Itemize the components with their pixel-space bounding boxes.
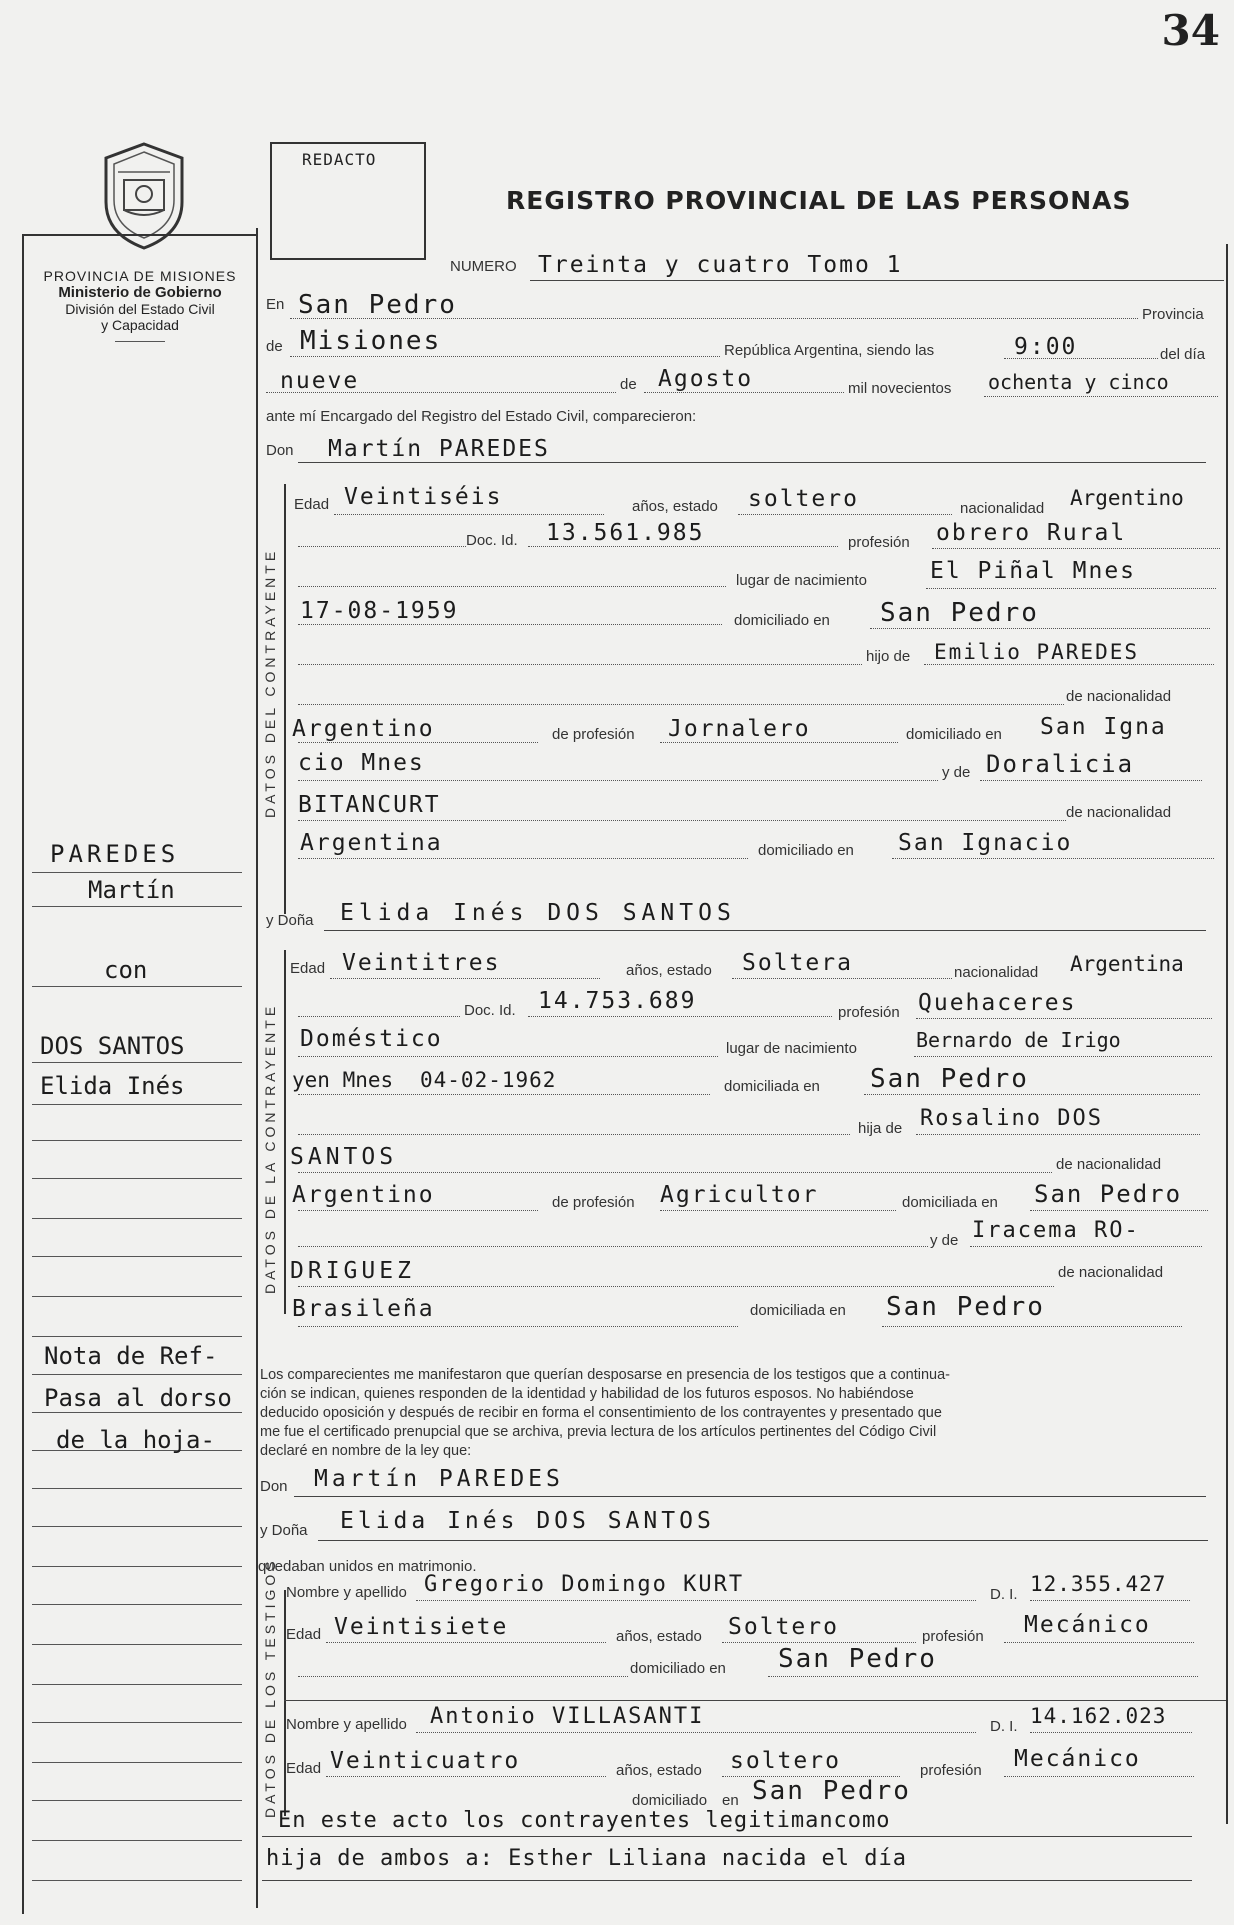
f-madre-domicilio: San Pedro (886, 1292, 1045, 1322)
edad-label: Edad (294, 496, 330, 513)
t1-domicilio: San Pedro (778, 1644, 937, 1674)
y-de-label: y de (942, 764, 971, 781)
padre-domicilio-1: San Igna (1040, 714, 1167, 740)
t1-di: 12.355.427 (1030, 1572, 1167, 1596)
f-doc: 14.753.689 (538, 988, 697, 1014)
contrayente-lugar-nacimiento: El Piñal Mnes (930, 558, 1137, 584)
madre-nacionalidad-label: de nacionalidad (1066, 804, 1172, 821)
de-label: de (266, 338, 283, 355)
f-padre-nacionalidad: Argentino (292, 1182, 435, 1208)
f-madre-1: Iracema RO- (972, 1218, 1140, 1243)
quedaban-label: quedaban unidos en matrimonio. (258, 1558, 477, 1575)
t2-di: 14.162.023 (1030, 1704, 1167, 1728)
madre-nacionalidad: Argentina (300, 830, 443, 856)
f-madre-domiciliada-label: domiciliada en (750, 1302, 846, 1319)
acta-provincia: Misiones (300, 326, 442, 356)
nota-final-1: En este acto los contrayentes legitimancomo (278, 1808, 891, 1833)
ministry-label: Ministerio de Gobierno (58, 284, 222, 301)
t2-estado: soltero (730, 1748, 841, 1774)
provincia-label: Provincia (1142, 306, 1204, 323)
don-label: Don (266, 442, 294, 459)
hija-de-label: hija de (858, 1120, 903, 1137)
f-nacionalidad-label: nacionalidad (954, 964, 1039, 981)
t2-profesion-label: profesión (920, 1762, 982, 1779)
t1-profesion: Mecánico (1024, 1612, 1151, 1638)
padre-domicilio-2: cio Mnes (298, 750, 425, 776)
f-nacionalidad: Argentina (1070, 952, 1184, 976)
acta-numero: Treinta y cuatro Tomo 1 (538, 252, 903, 278)
redacto-stamp (270, 142, 426, 260)
comparecientes-text-5: declaré en nombre de la ley que: (260, 1443, 472, 1459)
page-title: REGISTRO PROVINCIAL DE LAS PERSONAS (506, 186, 1132, 215)
de-nacionalidad-label: de nacionalidad (1066, 688, 1172, 705)
f-domicilio: San Pedro (870, 1064, 1029, 1094)
profesion-label: profesión (848, 534, 910, 551)
t2-di-label: D. I. (990, 1718, 1018, 1735)
f-padre-domicilio: San Pedro (1034, 1180, 1183, 1208)
margin-nota-1: Nota de Ref- (44, 1342, 218, 1370)
capacity-label: y Capacidad (101, 317, 179, 333)
padre-nacionalidad: Argentino (292, 716, 435, 742)
f-de-profesion-label: de profesión (552, 1194, 635, 1211)
nacionalidad-label: nacionalidad (960, 500, 1045, 517)
nota-final-2: hija de ambos a: Esther Liliana nacida el día (266, 1846, 908, 1871)
t1-edad: Veintisiete (334, 1614, 509, 1640)
t1-anos-estado-label: años, estado (616, 1628, 702, 1645)
t1-di-label: D. I. (990, 1586, 1018, 1603)
acta-dia: nueve (280, 368, 360, 394)
contrayente-domicilio: San Pedro (880, 598, 1039, 628)
padre-domiciliado-label: domiciliado en (906, 726, 1002, 743)
padre-nombre: Emilio PAREDES (934, 640, 1140, 664)
f-doc-id-label: Doc. Id. (464, 1002, 516, 1019)
contrayente-profesion: obrero Rural (936, 520, 1127, 546)
margin-con: con (104, 956, 148, 984)
y-dona-label: y Doña (266, 912, 314, 929)
doc-id-label: Doc. Id. (466, 532, 518, 549)
madre-nombre-2: BITANCURT (298, 792, 441, 818)
margin-nota-2: Pasa al dorso (44, 1384, 232, 1412)
f-madre-2: DRIGUEZ (290, 1258, 415, 1284)
t2-anos-estado-label: años, estado (616, 1762, 702, 1779)
f-padre-1: Rosalino DOS (920, 1106, 1103, 1131)
t1-edad-label: Edad (286, 1626, 322, 1643)
del-dia-label: del día (1160, 346, 1206, 363)
en-label: En (266, 296, 285, 313)
f-anos-estado-label: años, estado (626, 962, 712, 979)
contrayente-nacionalidad: Argentino (1070, 486, 1184, 510)
comparecientes-text-4: me fue el certificado prenupcial que se archiva, previa lectura de los artículos pertinentes del Código Civil (260, 1424, 937, 1440)
margin-name: Martín (88, 876, 175, 904)
f-padre-2: SANTOS (290, 1144, 398, 1170)
t2-nombre: Antonio VILLASANTI (430, 1704, 705, 1729)
province-label: PROVINCIA DE MISIONES (43, 268, 237, 284)
acta-hora: 9:00 (1014, 334, 1078, 360)
t2-edad-label: Edad (286, 1760, 322, 1777)
margin-name2: Elida Inés (40, 1072, 185, 1100)
ante-mi-label: ante mí Encargado del Registro del Estado Civil, comparecieron: (266, 408, 697, 425)
page-number: 34 (1161, 6, 1220, 55)
republica-label: República Argentina, siendo las (724, 342, 935, 359)
decl-don: Martín PAREDES (314, 1466, 564, 1492)
contrayente-edad: Veintiséis (344, 484, 503, 510)
madre-domicilio: San Ignacio (898, 830, 1073, 856)
f-edad: Veintitres (342, 950, 501, 976)
f-padre-domiciliada-label: domiciliada en (902, 1194, 998, 1211)
f-domiciliada-en-label: domiciliada en (724, 1078, 820, 1095)
margin-surname2: DOS SANTOS (40, 1032, 185, 1060)
de-mes-label: de (620, 376, 637, 393)
f-profesion-2: Doméstico (300, 1026, 443, 1052)
comparecientes-text-2: ción se indican, quienes responden de la identidad y habilidad de los futuros esposos. No habiéndose (260, 1386, 914, 1402)
comparecientes-text-1: Los comparecientes me manifestaron que querían desposarse en presencia de los testigos que a continua- (260, 1367, 950, 1383)
division-label: División del Estado Civil (65, 301, 215, 317)
decl-dona: Elida Inés DOS SANTOS (340, 1508, 715, 1534)
mil-novecientos-label: mil novecientos (848, 380, 952, 397)
f-madre-nacionalidad: Brasileña (292, 1296, 435, 1322)
madre-nombre-1: Doralicia (986, 750, 1135, 778)
f-y-de-label: y de (930, 1232, 959, 1249)
numero-label: NUMERO (450, 258, 517, 275)
t1-nombre-label: Nombre y apellido (286, 1584, 407, 1601)
comparecientes-text-3: deducido oposición y después de recibir en forma el consentimiento de los contrayentes y presentado que (260, 1405, 942, 1421)
decl-dona-label: y Doña (260, 1522, 308, 1539)
f-lugar-nacimiento-2: yen Mnes (292, 1068, 394, 1092)
contrayente-f-nombre: Elida Inés DOS SANTOS (340, 900, 736, 926)
padre-profesion: Jornalero (668, 716, 811, 742)
section-label-la-contrayente: DATOS DE LA CONTRAYENTE (262, 1002, 278, 1294)
f-profesion-1: Quehaceres (918, 990, 1077, 1016)
lugar-nacimiento-label: lugar de nacimiento (736, 572, 867, 589)
t1-nombre: Gregorio Domingo KURT (424, 1572, 745, 1597)
hijo-de-label: hijo de (866, 648, 911, 665)
contrayente-estado: soltero (748, 486, 859, 512)
de-profesion-label: de profesión (552, 726, 635, 743)
acta-lugar: San Pedro (298, 290, 457, 320)
f-profesion-label: profesión (838, 1004, 900, 1021)
madre-domiciliado-label: domiciliado en (758, 842, 854, 859)
f-lugar-nacimiento-label: lugar de nacimiento (726, 1040, 857, 1057)
acta-mes: Agosto (658, 366, 754, 392)
section-label-testigos: DATOS DE LOS TESTIGOS (262, 1557, 278, 1818)
f-madre-nacionalidad-label: de nacionalidad (1058, 1264, 1164, 1281)
f-lugar-nacimiento-1: Bernardo de Irigo (916, 1028, 1121, 1052)
section-label-contrayente: DATOS DEL CONTRAYENTE (262, 547, 278, 818)
t2-domicilio: San Pedro (752, 1776, 911, 1806)
t1-profesion-label: profesión (922, 1628, 984, 1645)
f-estado: Soltera (742, 950, 853, 976)
t1-domiciliado-label: domiciliado en (630, 1660, 726, 1677)
redacto-label: REDACTO (302, 150, 377, 169)
t2-edad: Veinticuatro (330, 1748, 521, 1774)
t1-estado: Soltero (728, 1614, 839, 1640)
f-edad-label: Edad (290, 960, 326, 977)
t2-domiciliado-label: domiciliado (632, 1792, 708, 1809)
f-fecha-nacimiento: 04-02-1962 (420, 1068, 557, 1092)
f-padre-profesion: Agricultor (660, 1182, 819, 1208)
contrayente-fecha-nacimiento: 17-08-1959 (300, 598, 459, 624)
anos-estado-label: años, estado (632, 498, 718, 515)
f-padre-nacionalidad-label: de nacionalidad (1056, 1156, 1162, 1173)
margin-surname: PAREDES (50, 840, 180, 868)
contrayente-nombre: Martín PAREDES (328, 436, 550, 462)
domiciliado-en-label: domiciliado en (734, 612, 830, 629)
acta-anio: ochenta y cinco (988, 370, 1169, 394)
decl-don-label: Don (260, 1478, 288, 1495)
t2-nombre-label: Nombre y apellido (286, 1716, 407, 1733)
margin-nota-3: de la hoja- (56, 1426, 215, 1454)
contrayente-doc: 13.561.985 (546, 520, 705, 546)
t2-profesion: Mecánico (1014, 1746, 1141, 1772)
